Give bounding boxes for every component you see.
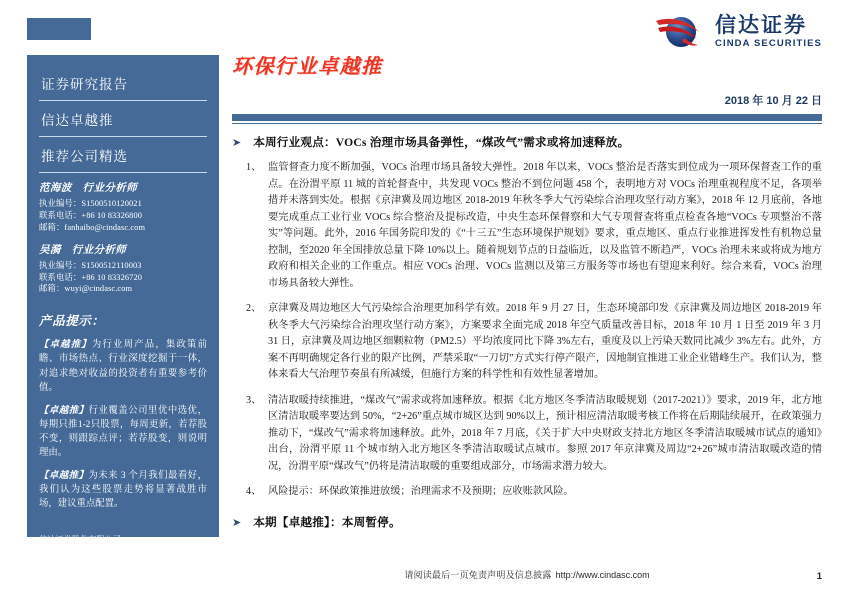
product-tip-tag: 【卓越推】 <box>39 340 92 351</box>
title-divider <box>232 114 822 121</box>
product-tip-2 <box>39 404 207 460</box>
paragraph-text: 京津冀及周边地区大气污染综合治理更加科学有效。2018 年 9 月 27 日，生态环境部印发《京津冀及周边地区 2018-2019 年秋冬季大气污染综合治理攻坚行动方案》，方案要求全面完成 2018 年空气质量改善目标，2018 年 10 月 1 日至 2019 年 3 月 31 日，京津冀及周边地区细颗粒物（PM2.5）平均浓度同比下降 3%左右，重度及以上污染天数同比减少 3%左右。此外，方案不再明确规定各行业的限产比例，严禁采取“一刀切”方式实行停产限产，因地制宜推进工业企业错峰生产。我们认为，整体来看大气治理节奏虽有所减缓，但施行方案的科学性和有效性显著增加。 <box>268 303 822 381</box>
analyst-name: 范海波 行业分析师 <box>39 183 138 194</box>
company-address <box>39 534 207 583</box>
paragraph-number: 3、 <box>246 394 262 406</box>
analyst-email: 邮箱：fanhaibo@cindasc.com <box>39 222 146 232</box>
paragraph-number: 1、 <box>246 162 262 173</box>
main-content <box>232 50 822 531</box>
product-tip-text: 为行业周产品，集政策前瞻、市场热点、行业深度挖掘于一体，对追求绝对收益的投资者有重要参考价值。 <box>39 340 207 393</box>
product-tip-tag: 【卓越推】 <box>39 405 89 416</box>
product-tip-1 <box>39 338 207 394</box>
current-issue-label: 本期【卓越推】 <box>253 515 330 529</box>
footer-disclaimer: 请阅读最后一页免责声明及信息披露 <box>404 570 552 580</box>
sidebar <box>27 55 219 581</box>
paragraph-item <box>246 160 822 292</box>
logo-text-en: CINDA SECURITIES <box>715 38 822 50</box>
address-street: 北京市西城区闹市口大街9号院1号楼 <box>39 559 171 569</box>
header-accent-bar <box>27 18 91 40</box>
current-issue-line <box>253 515 401 531</box>
paragraph-number: 2、 <box>246 303 262 315</box>
paragraph-item <box>246 484 822 501</box>
section-heading-weekly-view <box>232 135 822 151</box>
analyst-name: 吴漪 行业分析师 <box>39 244 127 256</box>
address-company-en: CINDA SECURITIES CO.,LTD <box>39 546 155 556</box>
page-footer <box>232 568 822 581</box>
product-tips-title: 产品提示： <box>39 314 105 329</box>
report-date: 2018 年 10 月 22 日 <box>724 95 822 107</box>
analyst-email: 邮箱：wuyi@cindasc.com <box>39 284 133 294</box>
sidebar-heading-report-type: 证券研究报告 <box>39 67 207 101</box>
paragraph-list <box>232 160 822 501</box>
cinda-logo-icon <box>654 12 706 52</box>
address-postcode: 邮编：100031 <box>39 571 89 581</box>
paragraph-text: 风险提示：环保政策推进放缓；治理需求不及预期；应收账款风险。 <box>268 486 574 498</box>
analyst-phone: 联系电话：+86 10 83326800 <box>39 210 143 220</box>
product-tip-text: 为未来 3 个月我们最看好，我们认为这些股票走势将显著战胜市场，建议重点配置。 <box>39 471 207 510</box>
address-company-cn: 信达证券股份有限公司 <box>39 534 121 544</box>
current-issue-text: ：本周暂停。 <box>329 515 401 529</box>
paragraph-number: 4、 <box>246 486 262 498</box>
sidebar-heading-picks: 推荐公司精选 <box>39 139 207 173</box>
arrow-right-icon: ➤ <box>232 516 242 529</box>
footer-url[interactable]: http://www.cindasc.com <box>555 570 650 580</box>
analyst-phone: 联系电话：+86 10 83326720 <box>39 272 143 282</box>
section-heading-label: 本周行业观点：VOCs 治理市场具备弹性，“煤改气”需求或将加速释放。 <box>253 136 630 149</box>
paragraph-text: 清洁取暖持续推进，“煤改气”需求或将加速释放。根据《北方地区冬季清洁取暖规划（2017-2021）》要求，2019 年，北方地区清洁取暖率要达到 50%，“2+26”重点城市城区达到 90%以上，预计相应清洁取暖考核工作将在后期陆续展开，在政策强力推动下，“煤改气”需求将加速释放。此外，2018 年 7 月底，《关于扩大中央财政支持北方地区冬季清洁取暖城市试点的通知》出台，汾渭平原 11 个城市纳入北方地区冬季清洁取暖试点城市。参照 2017 年京津冀及周边“2+26”城市清洁取暖改造的情况，汾渭平原“煤改气”仍将是清洁取暖的重要组成部分，市场需求潜力较大。 <box>268 394 822 472</box>
paragraph-item <box>246 393 822 476</box>
page-title: 环保行业卓越推 <box>232 56 383 78</box>
analyst-card-1 <box>39 182 207 234</box>
analyst-license: 执业编号：S1500510120021 <box>39 198 142 208</box>
page-number: 1 <box>816 571 822 582</box>
analyst-card-2 <box>39 244 207 296</box>
product-tip-tag: 【卓越推】 <box>39 471 89 482</box>
product-tip-3 <box>39 469 207 511</box>
product-tip-text: 行业覆盖公司里优中选优，每期只推1-2只股票，每周更新，若荐股不变，则跟踪点评；若荐股变，则说明理由。 <box>39 405 207 459</box>
section-heading-current-issue <box>232 515 822 531</box>
sidebar-heading-product: 信达卓越推 <box>39 103 207 137</box>
logo-text-cn: 信达证券 <box>715 14 808 38</box>
company-logo <box>654 12 822 52</box>
arrow-right-icon: ➤ <box>232 137 242 149</box>
paragraph-item <box>246 301 822 384</box>
paragraph-text: 监管督查力度不断加强，VOCs 治理市场具备较大弹性。2018 年以来，VOCs 整治是否落实到位成为一项环保督查工作的重点。在汾渭平原 11 城的首轮督查中，共发现 VOCs 整治不到位问题 458 个，表明地方对 VOCs 治理重视程度不足，各项举措并未落到实处。根据《京津冀及周边地区 2018-2019 年秋冬季大气污染综合治理攻坚行动方案》，2018 年 12 月底前，各地要完成重点工业行业 VOCs 综合整治及提标改造，中央生态环保督察和大气专项督查将重点检查各地“VOCs 专项整治不落实”等问题。此外，2016 年国务院印发的《“十三五”生态环境保护规划》要求，重点地区、重点行业推进挥发性有机物总量控制，至2020 年全国排放总量下降 10%以上。随着规划节点的日益临近，以及监管不断趋严，VOCs 治理未来或将成为地方政府和相关企业的工作重点。相应 VOCs 治理、VOCs 监测以及第三方服务等市场也有望迎来利好。综合来看，VOCs 治理市场具备较大弹性。 <box>268 162 822 289</box>
analyst-license: 执业编号：S1500512110003 <box>39 260 142 270</box>
